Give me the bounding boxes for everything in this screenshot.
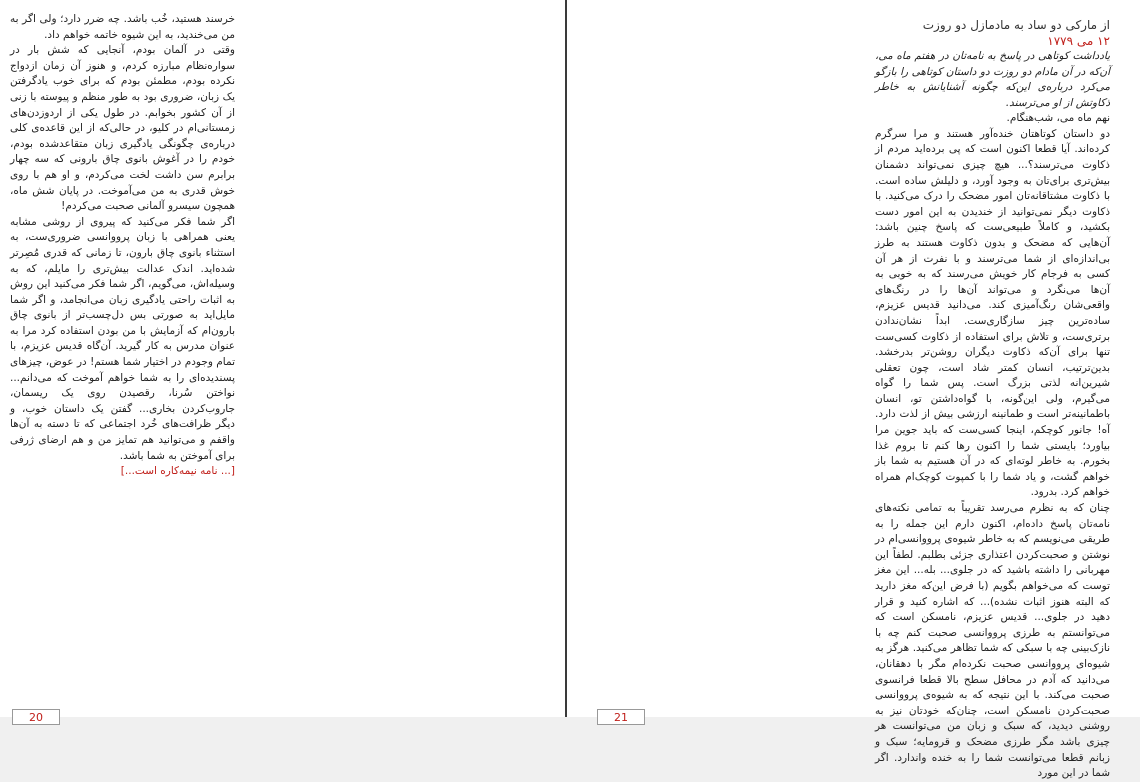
right-page [567, 0, 1140, 780]
letter-dateline: نهم ماه می، شب‌هنگام. [1006, 112, 1110, 125]
letter-date: ۱۲ می ۱۷۷۹ [1047, 33, 1110, 48]
left-paragraph-3: اگر شما فکر می‌کنید که پیروی از روشی مشابه یعنی همراهی با زبان پرووانسی ضروری‌ست، به استثناء بانوی چاق بارون، تا زمانی که قدری مُصِرتر شده‌اید. اندک عدالت بیش‌تری را مایلم، که به وسیله‌اش، می‌گویم، اگر شما فکر می‌کنید این روش به اثبات راحتی یادگیری زبان می‌انجامد، و اگر شما مایل‌اید به صورتی بس دل‌چسب‌تر از بانوی چاق بارون‌ام که آزمایش با من بودن استفاده کرد مرا به عنوان مدرس به کار گیرید. آن‌گاه قدیس عزیزم، با تمام وجودم در اختیار شما هستم! در عوض، چیزهای پسندیده‌ای را به شما خواهم آموخت که می‌دانم... نواختن سُرنا، رقصیدن روی یک ریسمان، جاروب‌کردن بخاری... گفتن یک داستان خوب، و دیگر ظرافت‌های خُرد اجتماعی که تا دسته به آن‌ها واقفم و می‌توانید هم تمایز من و هم ارضای ژرفی برای آموختن به شما باشد. [10, 215, 235, 462]
page-number-left: 20 [12, 709, 60, 725]
page-number-right: 21 [597, 709, 645, 725]
letter-title: از مارکی دو ساد به مادمازل دو روزت [922, 18, 1110, 32]
left-page [0, 0, 565, 724]
left-paragraph-1: خرسند هستید، خُب باشد. چه ضرر دارد؛ ولی اگر به من می‌خندید، به این شیوه خاتمه خواهم داد. [10, 13, 235, 41]
left-paragraph-2: وقتی در آلمان بودم، آنجایی که شش بار در سواره‌نظام مبارزه کردم، و هنوز آن زمان ازدواج نکرده بودم، مطمئن بودم که برای خوب یادگرفتن یک زبان، ضروری بود به طور منظم و پیوسته با زنی از آن کشور بخوابم. در طول یکی از اردوزدن‌های زمستانی‌ام در کلیو، در حالی‌که از این قاعده‌ی کلی درباره‌ی چگونگی یادگیری زبان متقاعدشده بودم، خودم را در آغوش بانوی چاق بارونی که سه چهار برابرم سن داشت لخت می‌کردم، و او هم با روی خوش قدری به من می‌آموخت. در پایان شش ماه، همچون سیسرو آلمانی صحبت می‌کردم! [10, 44, 235, 213]
letter-editor-note: یادداشت کوتاهی در پاسخ به نامه‌تان در هفتم ماه می، آن‌که در آن مادام دو روزت دو داستان کوتاهی را بازگو می‌کرد درباره‌ی این‌که چگونه آشنایانش به خاطر ذکاوتش از او می‌ترسند. [875, 50, 1110, 109]
left-end-note: [... نامه نیمه‌کاره است...] [120, 465, 235, 478]
right-paragraph-2: چنان که به نظرم می‌رسد تقریباً به تمامی نکته‌های نامه‌تان پاسخ داده‌ام، اکنون دارم این جمله را به طریقی می‌نویسم که به خاطر شیوه‌ی پرووانسی‌ام در نوشتن و صحبت‌کردن اعتذاری جزئی بطلبم. لطفاً این مهربانی را داشته باشید که در جلوی... بله... این مغز توست که می‌خواهم بگویم (با فرض این‌که مغز دارید که البته هنوز اثبات نشده)... که اشاره کنید و قرار دهید در جلوی... قدیس عزیزم، نامسکن است که می‌توانستم به طرزی پرووانسی صحبت کنم چه با نازک‌بینی چه با سبکی که شما تظاهر می‌کنید. هرگز به شیوه‌ای پرووانسی صحبت نکرده‌ام مگر با دهقانان، می‌دانید که آدم در محافل سطح بالا قطعا فرانسوی صحبت می‌کند. با این نتیجه که به شیوه‌ی پرووانسی صحبت‌کردن نامسکن است، چنان‌که خودتان نیز به روشنی دیدید، که سبک و زبان من می‌توانست هر چیزی باشد مگر طرزی مضحک و قرومایه؛ سبک و زبانم قطعا می‌توانست شما را به خنده واندارد. اگر شما در این مورد [875, 502, 1110, 780]
right-paragraph-1: دو داستان کوتاهتان خنده‌آور هستند و مرا سرگرم کرده‌اند. آیا قطعا اکنون است که پی برده‌اید مردم از ذکاوت می‌ترسند؟... هیچ چیزی نمی‌تواند دشمنان بیش‌تری برای‌تان به وجود آورد، و دلیلش ساده است. با ذکاوت مشتاقانه‌تان امور مضحک را درک می‌کنید. با ذکاوت دیگر نمی‌توانید از خندیدن به این امور دست بکشید، و کاملاً طبیعی‌ست که پاسخ چنین باشد: آن‌هایی که مضحک و بدون ذکاوت هستند به طرز بی‌اندازه‌ای از شما می‌ترسند و با نفرت از هر آن کسی به فرجام کار خویش می‌رسند که به خوبی به آن‌ها می‌نگرد و می‌تواند آن‌ها را در رنگ‌های واقعی‌شان رنگ‌آمیزی کند. می‌دانید قدیس عزیزم، ساده‌ترین چیز سازگاری‌ست. ابداً نشان‌ندادن برتری‌ست، و تلاش برای استفاده از ذکاوت کسی‌ست تنها برای آن‌که ذکاوت دیگران روشن‌تر بدرخشد. بدین‌ترتیب، انسان کمتر شاد است، چون تعقلی شیرین‌انه لذتی بزرگ است. پس شما را گواه می‌گیرم، ولی این‌گونه، با گواه‌داشتن تو، انسان باطمانینه‌تر است و طمانینه ارزشی بیش از لذت دارد. آه! جانور کوچکم، اینجا کسی‌ست که باید جوین مرا بیاورد؛ بایستی شما را اکنون رها کنم تا بروم غذا بخورم. به خاطر لوته‌ای که در آن هستیم به شما باز خواهم گشت، و یاد شما را با کمپوت کوچک‌ام همراه خواهم کرد. بدرود. [875, 127, 1110, 499]
right-page-text-column [875, 18, 1110, 782]
left-page-text-column [10, 12, 235, 480]
